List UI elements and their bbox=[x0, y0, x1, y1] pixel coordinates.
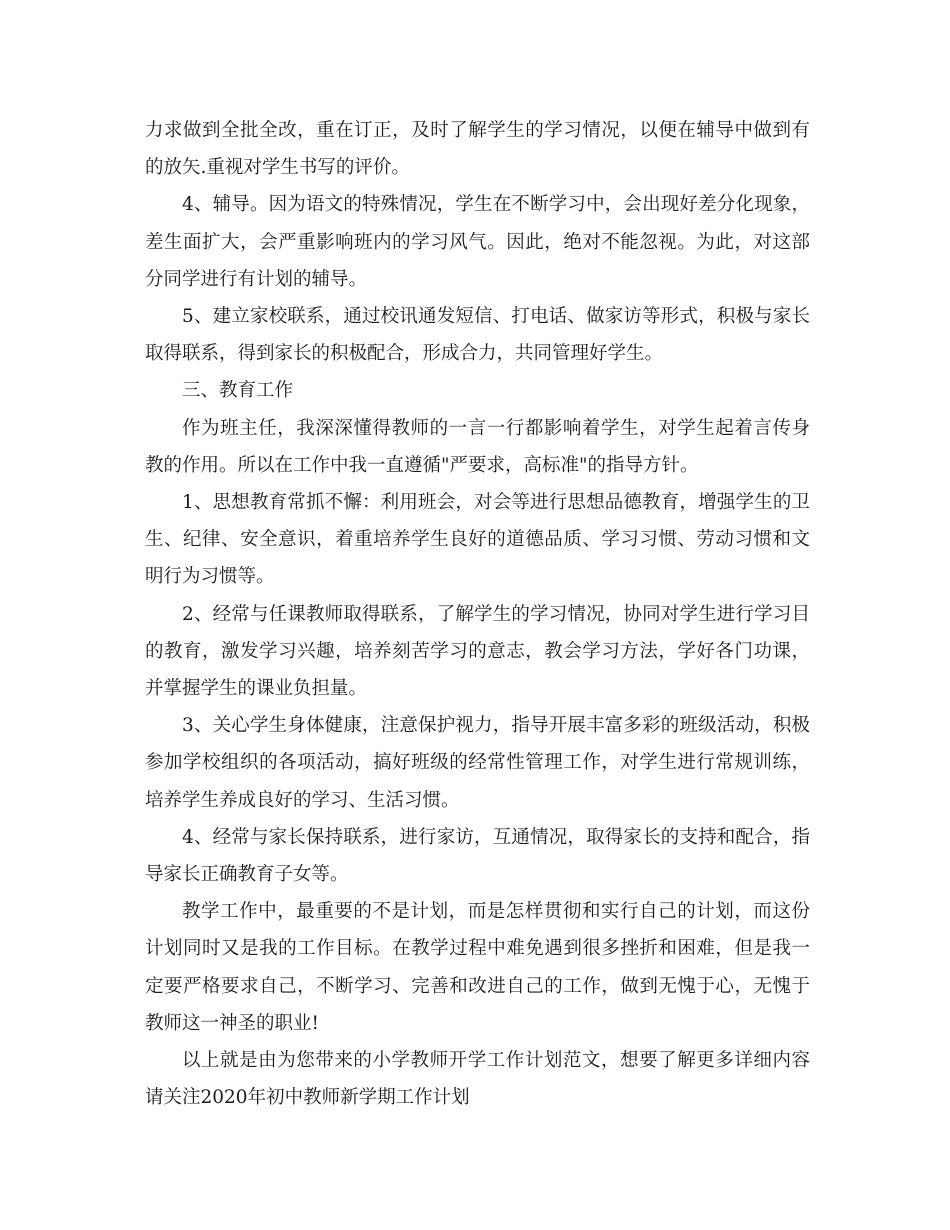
paragraph-conclusion: 教学工作中，最重要的不是计划，而是怎样贯彻和实行自己的计划，而这份计划同时又是我的工作目标。在教学过程中难免遇到很多挫折和困难，但是我一定要严格要求自己，不断学习、完善和改进自己的工作，做到无愧于心，无愧于教师这一神圣的职业! bbox=[145, 901, 810, 1034]
paragraph-home-school-contact: 5、建立家校联系，通过校讯通发短信、打电话、做家访等形式，积极与家长取得联系，得到家长的积极配合，形成合力，共同管理好学生。 bbox=[145, 306, 810, 365]
paragraph-ideological-education: 1、思想教育常抓不懈：利用班会，对会等进行思想品德教育，增强学生的卫生、纪律、安全意识，着重培养学生良好的道德品质、学习习惯、劳动习惯和文明行为习惯等。 bbox=[145, 492, 810, 588]
paragraph-student-health: 3、关心学生身体健康，注意保护视力，指导开展丰富多彩的班级活动，积极参加学校组织的各项活动，搞好班级的经常性管理工作，对学生进行常规训练，培养学生养成良好的学习、生活习惯。 bbox=[145, 715, 810, 811]
paragraph-closing-note: 以上就是由为您带来的小学教师开学工作计划范文，想要了解更多详细内容请关注2020年初中教师新学期工作计划 bbox=[145, 1050, 810, 1109]
paragraph-class-teacher-role: 作为班主任，我深深懂得教师的一言一行都影响着学生，对学生起着言传身教的作用。所以在工作中我一直遵循"严要求，高标准"的指导方针。 bbox=[145, 417, 810, 476]
document-body bbox=[145, 112, 810, 1116]
paragraph-parent-contact: 4、经常与家长保持联系，进行家访，互通情况，取得家长的支持和配合，指导家长正确教育子女等。 bbox=[145, 826, 810, 886]
paragraph-tutoring: 4、辅导。因为语文的特殊情况，学生在不断学习中，会出现好差分化现象，差生面扩大，会严重影响班内的学习风气。因此，绝对不能忽视。为此，对这部分同学进行有计划的辅导。 bbox=[145, 194, 810, 290]
section-heading-education-work: 三、教育工作 bbox=[182, 380, 294, 402]
paragraph-teacher-contact: 2、经常与任课教师取得联系，了解学生的学习情况，协同对学生进行学习目的教育，激发学习兴趣，培养刻苦学习的意志，教会学习方法，学好各门功课，并掌握学生的课业负担量。 bbox=[145, 603, 810, 700]
paragraph-continuation: 力求做到全批全改，重在订正，及时了解学生的学习情况，以便在辅导中做到有的放矢.重视对学生书写的评价。 bbox=[145, 120, 810, 179]
